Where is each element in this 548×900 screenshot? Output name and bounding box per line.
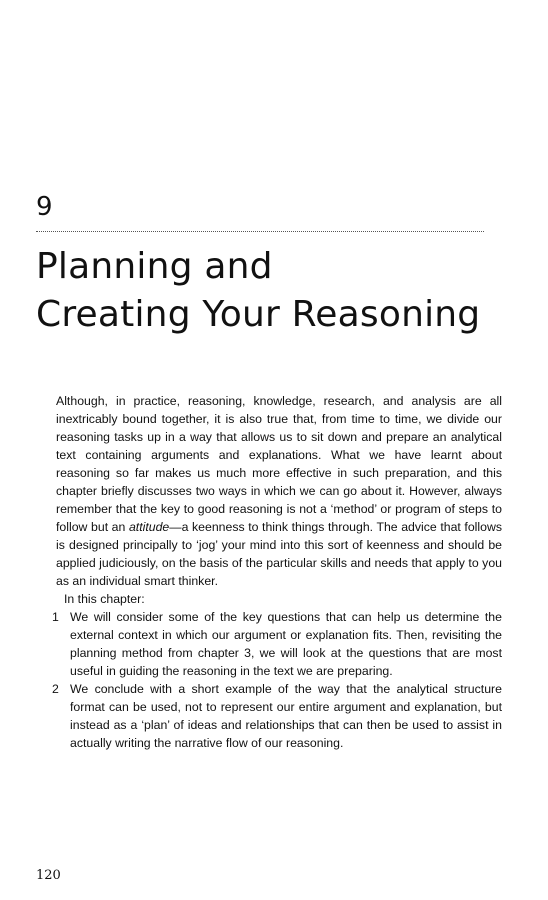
chapter-overview-list <box>52 608 502 752</box>
list-item-number: 2 <box>52 682 59 696</box>
chapter-number: 9 <box>36 192 53 222</box>
chapter-title-line-2: Creating Your Reasoning <box>36 294 481 335</box>
intro-paragraph-text-1: Although, in practice, reasoning, knowledge, research, and analysis are all inextricably bound together, it is also true that, from time to time, we divide our reasoning tasks up in a way that allows us to sit down and prepare an analytical text containing arguments and explanations. What we have learnt about reasoning so far makes us much more effective in such preparation, and this chapter briefly discusses two ways in which we can go about it. However, always remember that the key to good reasoning is not a ‘method’ or program of steps to follow but an <box>56 394 502 534</box>
chapter-title <box>36 243 516 339</box>
list-item <box>52 680 502 752</box>
intro-paragraph <box>56 392 502 590</box>
intro-paragraph-italic: attitude <box>128 520 170 534</box>
chapter-title-line-1: Planning and <box>36 246 273 287</box>
intro-paragraph-text-2: —a keenness to think things through. The advice that follows is designed principally to ‘jog’ your mind into this sort of keenness and should be applied judiciously, on the basis of the particular skills and needs that apply to you as an individual smart thinker. <box>56 520 502 588</box>
list-item-number: 1 <box>52 610 59 624</box>
body-text <box>52 392 502 752</box>
chapter-overview-intro: In this chapter: <box>64 592 145 606</box>
list-item-text: We conclude with a short example of the way that the analytical structure format can be used, not to represent our entire argument and explanation, but instead as a ‘plan’ of ideas and relationships that can then be used to assist in actually writing the narrative flow of our reasoning. <box>70 682 502 750</box>
list-item <box>52 608 502 680</box>
chapter-rule <box>36 231 484 232</box>
list-item-text: We will consider some of the key questions that can help us determine the external context in which our argument or explanation fits. Then, revisiting the planning method from chapter 3, we will look at the questions that are most useful in guiding the reasoning in the text we are preparing. <box>70 610 502 678</box>
page-number: 120 <box>36 868 61 883</box>
